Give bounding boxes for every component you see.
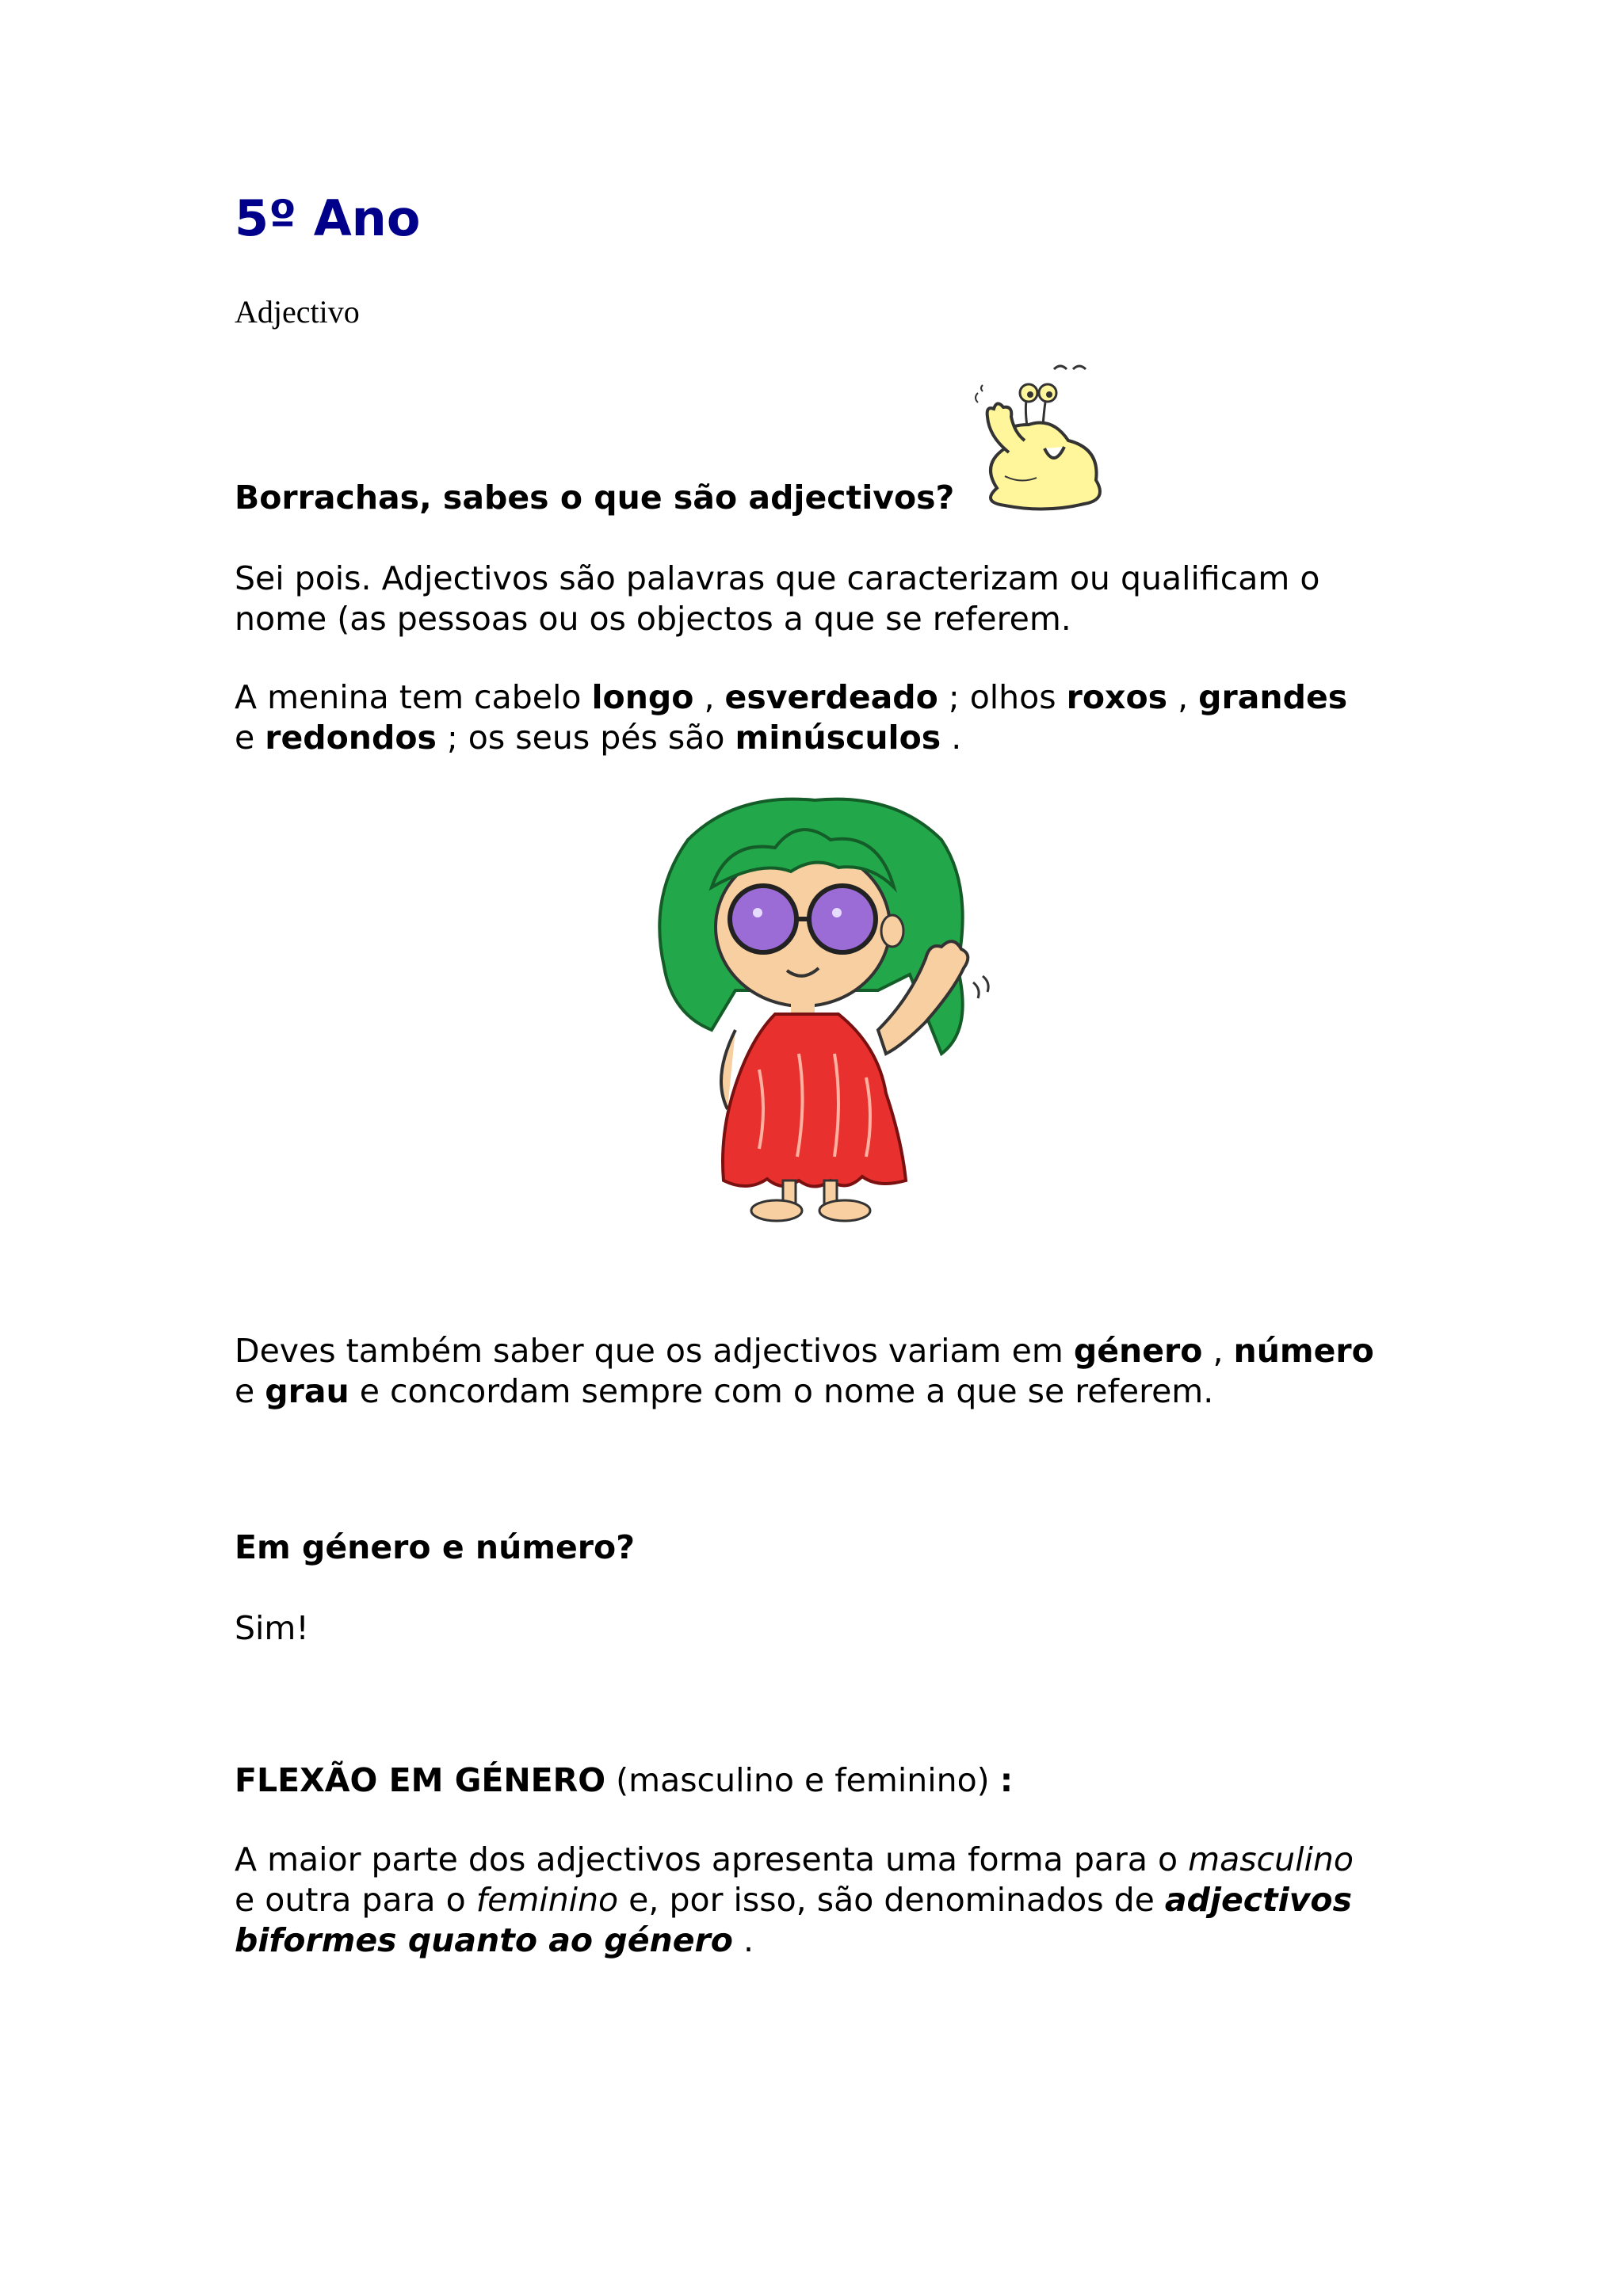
- term-biformes: biformes quanto ao género: [235, 1921, 733, 1959]
- variation-paragraph: [235, 1331, 1423, 1412]
- variation-text: Deves também saber que os adjectivos variam em: [235, 1332, 1074, 1370]
- page-title: 5º Ano: [235, 189, 421, 247]
- example-text: ; olhos: [938, 678, 1067, 716]
- flexao-line-3: [235, 1920, 1423, 1961]
- keyword-numero: número: [1233, 1332, 1374, 1370]
- adjective-word: roxos: [1066, 678, 1168, 716]
- term-masculino: masculino: [1188, 1840, 1354, 1878]
- adjective-word: redondos: [265, 719, 437, 757]
- example-line-2: [235, 718, 1423, 758]
- answer-sim: Sim!: [235, 1609, 309, 1647]
- example-text: ; os seus pés são: [436, 719, 735, 757]
- adjective-word: grandes: [1198, 678, 1348, 716]
- adjective-word: esverdeado: [724, 678, 938, 716]
- flexao-text: e, por isso, são denominados de: [618, 1881, 1165, 1919]
- keyword-grau: grau: [265, 1372, 349, 1410]
- example-text: e: [235, 719, 265, 757]
- term-feminino: feminino: [475, 1881, 619, 1919]
- answer-adjectives: [235, 559, 1423, 639]
- answer-line-1: Sei pois. Adjectivos são palavras que caracterizam ou qualificam o: [235, 559, 1320, 597]
- flexao-text: .: [732, 1921, 754, 1959]
- keyword-genero: género: [1073, 1332, 1203, 1370]
- flexao-text: e outra para o: [235, 1881, 476, 1919]
- adjective-word: minúsculos: [735, 719, 941, 757]
- question-gender-number: Em género e número?: [235, 1528, 635, 1566]
- flexao-text: A maior parte dos adjectivos apresenta uma forma para o: [235, 1840, 1189, 1878]
- flexao-heading-colon: :: [999, 1761, 1014, 1799]
- answer-line-2: nome (as pessoas ou os objectos a que se referem.: [235, 600, 1071, 638]
- variation-text: e: [235, 1372, 265, 1410]
- example-sentence: [235, 677, 1423, 758]
- example-text: .: [941, 719, 962, 757]
- page-subtitle: Adjectivo: [235, 294, 360, 330]
- green-haired-girl-red-dress-icon: [640, 792, 1005, 1236]
- adjective-word: longo: [591, 678, 694, 716]
- flexao-line-2: [235, 1880, 1423, 1920]
- variation-line-2: [235, 1371, 1423, 1412]
- flexao-heading-bold: FLEXÃO EM GÉNERO: [235, 1761, 606, 1799]
- question-adjectives: Borrachas, sabes o que são adjectivos?: [235, 479, 955, 517]
- flexao-line-1: [235, 1840, 1423, 1880]
- yellow-blob-creature-icon: [965, 361, 1116, 520]
- flexao-heading-normal: (masculino e feminino): [605, 1761, 1000, 1799]
- flexao-paragraph: [235, 1840, 1423, 1961]
- term-adjectivos: adjectivos: [1164, 1881, 1353, 1919]
- flexao-heading: [235, 1760, 1423, 1801]
- variation-text: ,: [1202, 1332, 1234, 1370]
- example-text: ,: [693, 678, 725, 716]
- variation-line-1: [235, 1331, 1423, 1371]
- example-text: ,: [1167, 678, 1199, 716]
- example-line-1: [235, 677, 1423, 718]
- example-text: A menina tem cabelo: [235, 678, 592, 716]
- variation-text: e concordam sempre com o nome a que se referem.: [349, 1372, 1214, 1410]
